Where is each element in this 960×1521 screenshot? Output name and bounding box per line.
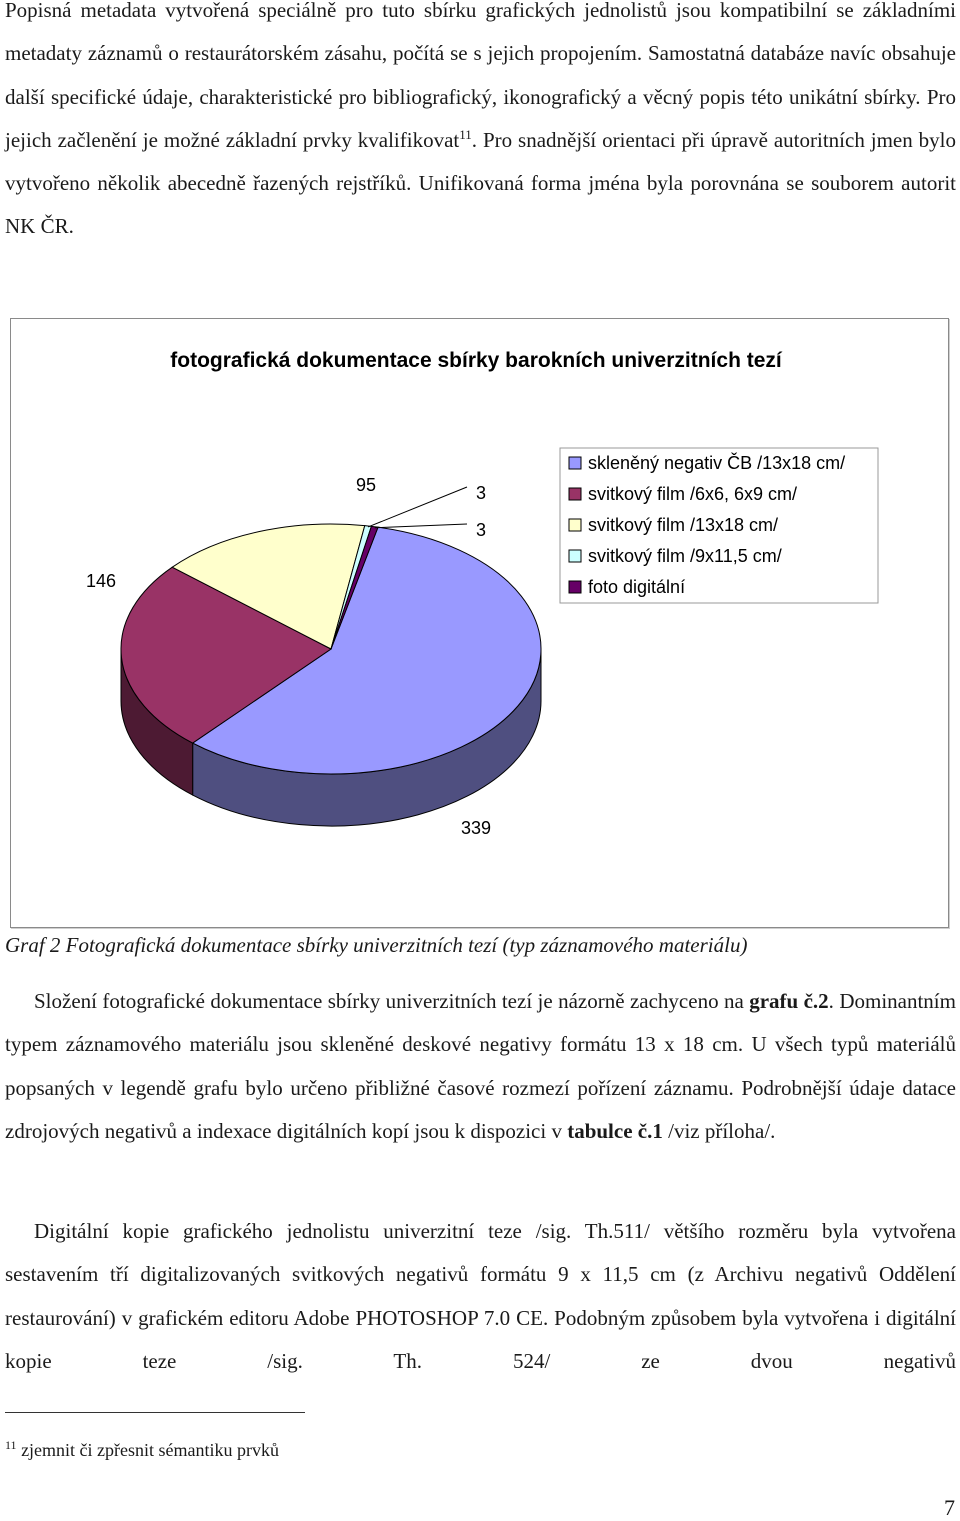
footnote-number: 11 (5, 1438, 17, 1452)
paragraph-text: /viz příloha/. (662, 1118, 776, 1143)
legend-label-svitkov-film-9x11-5-cm: svitkový film /9x11,5 cm/ (588, 546, 782, 566)
paragraph-text: . Pro snadnější orientaci při úpravě autoritních jmen bylo vytvořeno několik abecedně řazených rejstříků. Unifikovaná forma jména byla porovnána se souborem autorit NK ČR. (5, 127, 956, 239)
paragraph-text: . Dominantním typem záznamového materiálu jsou skleněné deskové negativy formátu 13 x 18 cm. U všech typů materiálů popsaných v legendě grafu bylo určeno přibližné časové rozmezí pořízení záznamu. Podrobnější údaje datace zdrojových negativů a indexace digitálních kopí jsou k dispozici v (5, 989, 956, 1143)
footnote-text: zjemnit či zpřesnit sémantiku prvků (21, 1440, 279, 1460)
paragraph-text: Složení fotografické dokumentace sbírky univerzitních tezí je názorně zachyceno na (34, 989, 750, 1013)
pie-chart-container (10, 318, 949, 928)
body-paragraph (5, 980, 956, 1153)
legend-swatch-sklen-n-negativ-b-13x18-cm (569, 457, 581, 469)
page-number: 7 (944, 1495, 955, 1520)
legend-label-sklen-n-negativ-b-13x18-cm: skleněný negativ ČB /13x18 cm/ (588, 453, 846, 473)
footnote-reference[interactable]: 11 (459, 126, 472, 142)
data-label-svitkov-film-13x18-cm: 95 (355, 475, 377, 495)
data-label-sklen-n-negativ-b-13x18-cm: 339 (460, 818, 492, 838)
pie-chart (11, 319, 948, 927)
leader-line-svitkov-film-9x11-5-cm (368, 487, 467, 527)
legend-swatch-foto-digit-ln (569, 581, 581, 593)
figure-reference: grafu č.2 (749, 989, 829, 1013)
legend-label-svitkov-film-6x6-6x9-cm: svitkový film /6x6, 6x9 cm/ (588, 484, 798, 504)
legend-swatch-svitkov-film-9x11-5-cm (569, 550, 581, 562)
footnote-separator (5, 1412, 305, 1413)
data-label-svitkov-film-6x6-6x9-cm: 146 (85, 571, 117, 591)
data-label-svitkov-film-9x11-5-cm: 3 (475, 483, 487, 503)
legend-label-foto-digit-ln: foto digitální (588, 577, 686, 597)
body-paragraph-2: Digitální kopie grafického jednolistu univerzitní teze /sig. Th.511/ většího rozměru byla vytvořena sestavením tří digitalizovaných svitkových negativů formátu 9 x 11,5 cm (z Archivu negativů Oddělení restaurování) v grafickém editoru Adobe PHOTOSHOP 7.0 CE. Podobným způsobem byla vytvořena i digitální kopie teze /sig. Th. 524/ ze dvou negativů (5, 1219, 956, 1373)
figure-caption: Graf 2 Fotografická dokumentace sbírky univerzitních tezí (typ záznamového materiálu) (5, 933, 748, 957)
footnote (5, 1440, 279, 1461)
table-reference: tabulce č.1 (567, 1118, 663, 1143)
chart-title: fotografická dokumentace sbírky barokních univerzitních tezí (170, 349, 782, 372)
legend-swatch-svitkov-film-13x18-cm (569, 519, 581, 531)
intro-paragraph (5, 0, 956, 249)
leader-line-foto-digit-ln (375, 524, 467, 528)
data-label-foto-digit-ln: 3 (475, 520, 487, 540)
legend-label-svitkov-film-13x18-cm: svitkový film /13x18 cm/ (588, 515, 779, 535)
legend-swatch-svitkov-film-6x6-6x9-cm (569, 488, 581, 500)
paragraph-text: Popisná metadata vytvořená speciálně pro tuto sbírku grafických jednolistů jsou kompatibilní se základními metadaty záznamů o restaurátorském zásahu, počítá se s jejich propojením. Samostatná databáze navíc obsahuje další specifické údaje, charakteristické pro bibliografický, ikonografický a věcný popis této unikátní sbírky. Pro jejich začlenění je možné základní prvky kvalifikovat (5, 0, 956, 152)
